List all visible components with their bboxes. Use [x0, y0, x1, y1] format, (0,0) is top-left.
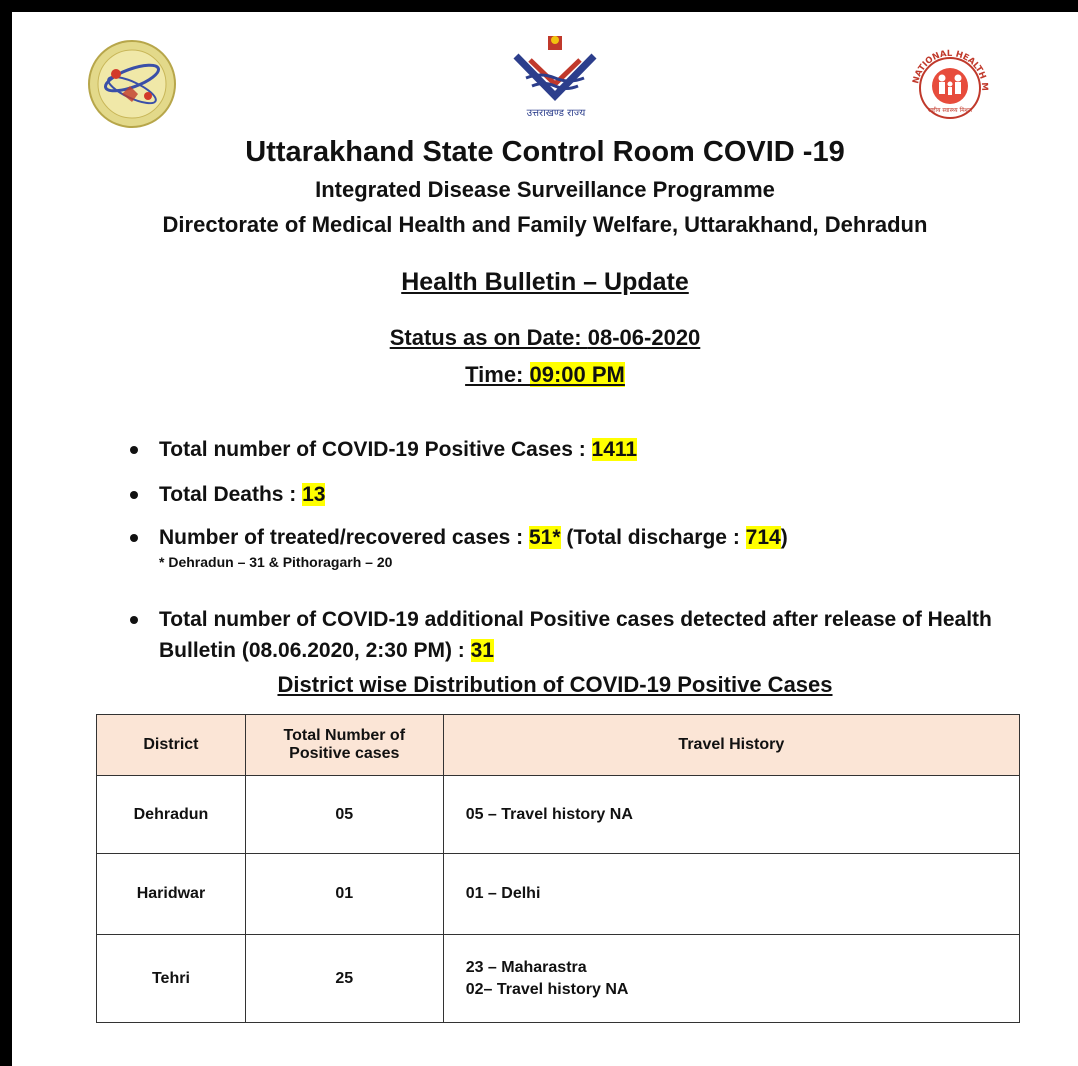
status-time-value: 09:00 PM: [529, 362, 625, 387]
svg-text:राष्ट्रीय स्वास्थ्य मिशन: राष्ट्रीय स्वास्थ्य मिशन: [927, 107, 973, 114]
status-date-value: 08-06-2020: [587, 325, 701, 350]
total-cell: 25: [245, 935, 443, 1023]
table-header-row: [97, 715, 1020, 776]
idsp-logo: [86, 38, 178, 130]
district-cell: Haridwar: [97, 854, 246, 935]
page-title: Uttarakhand State Control Room COVID -19: [245, 136, 845, 168]
travel-line: 05 – Travel history NA: [465, 805, 633, 823]
district-cell: Dehradun: [97, 776, 246, 854]
additional-label: Total number of COVID-19 additional Positive cases detected after release of Health Bulletin (08.06.2020, 2:30 PM) :: [159, 608, 992, 662]
district-table: [96, 714, 1020, 1023]
deaths-label: Total Deaths :: [159, 483, 303, 506]
travel-cell: [443, 935, 1019, 1023]
status-time-line: [12, 362, 1078, 388]
nhm-logo: [900, 40, 1000, 122]
bulletin-heading: Health Bulletin – Update: [401, 268, 689, 296]
bullet-icon: [130, 491, 138, 499]
table-row: [97, 776, 1020, 854]
program-subtitle: Integrated Disease Surveillance Programme: [315, 177, 775, 202]
district-cell: Tehri: [97, 935, 246, 1023]
travel-cell: [443, 854, 1019, 935]
svg-text:उत्तराखण्ड राज्य: उत्तराखण्ड राज्य: [526, 108, 586, 119]
total-positive-value: 1411: [591, 438, 638, 461]
bullet-icon: [130, 534, 138, 542]
recovered-footnote: * Dehradun – 31 & Pithoragarh – 20: [159, 554, 393, 570]
bullet-icon: [130, 616, 138, 624]
total-positive-label: Total number of COVID-19 Positive Cases :: [159, 438, 592, 461]
directorate-subtitle: Directorate of Medical Health and Family Welfare, Uttarakhand, Dehradun: [162, 212, 928, 237]
total-cell: 05: [245, 776, 443, 854]
status-time-label: Time:: [465, 362, 530, 387]
discharge-value: 714: [745, 526, 781, 549]
header-district: District: [97, 715, 246, 776]
recovered-value: 51*: [528, 526, 561, 549]
header-total-line2: Positive cases: [289, 745, 400, 762]
deaths-value: 13: [302, 483, 326, 506]
uttarakhand-emblem: [496, 34, 616, 120]
svg-text:NATIONAL HEALTH MISSION: NATIONAL HEALTH M: [911, 48, 990, 92]
travel-line: 23 – Maharastra: [465, 958, 587, 976]
header-total: [245, 715, 443, 776]
discharge-label: (Total discharge :: [560, 526, 746, 549]
travel-line: 01 – Delhi: [465, 885, 541, 902]
travel-line: 02– Travel history NA: [465, 980, 629, 998]
header-total-line1: Total Number of: [283, 727, 406, 744]
status-date-label: Status as on Date:: [389, 325, 588, 350]
total-cell: 01: [245, 854, 443, 935]
header-travel: Travel History: [443, 715, 1019, 776]
bulletin-page: [12, 12, 1078, 1066]
travel-cell: [443, 776, 1019, 854]
district-table-title: District wise Distribution of COVID-19 Positive Cases: [277, 672, 833, 697]
bullet-icon: [130, 446, 138, 454]
table-row: [97, 935, 1020, 1023]
recovered-label: Number of treated/recovered cases :: [159, 526, 529, 549]
discharge-suffix: ): [780, 526, 788, 549]
table-row: [97, 854, 1020, 935]
additional-value: 31: [470, 639, 494, 662]
status-date-line: [12, 325, 1078, 351]
